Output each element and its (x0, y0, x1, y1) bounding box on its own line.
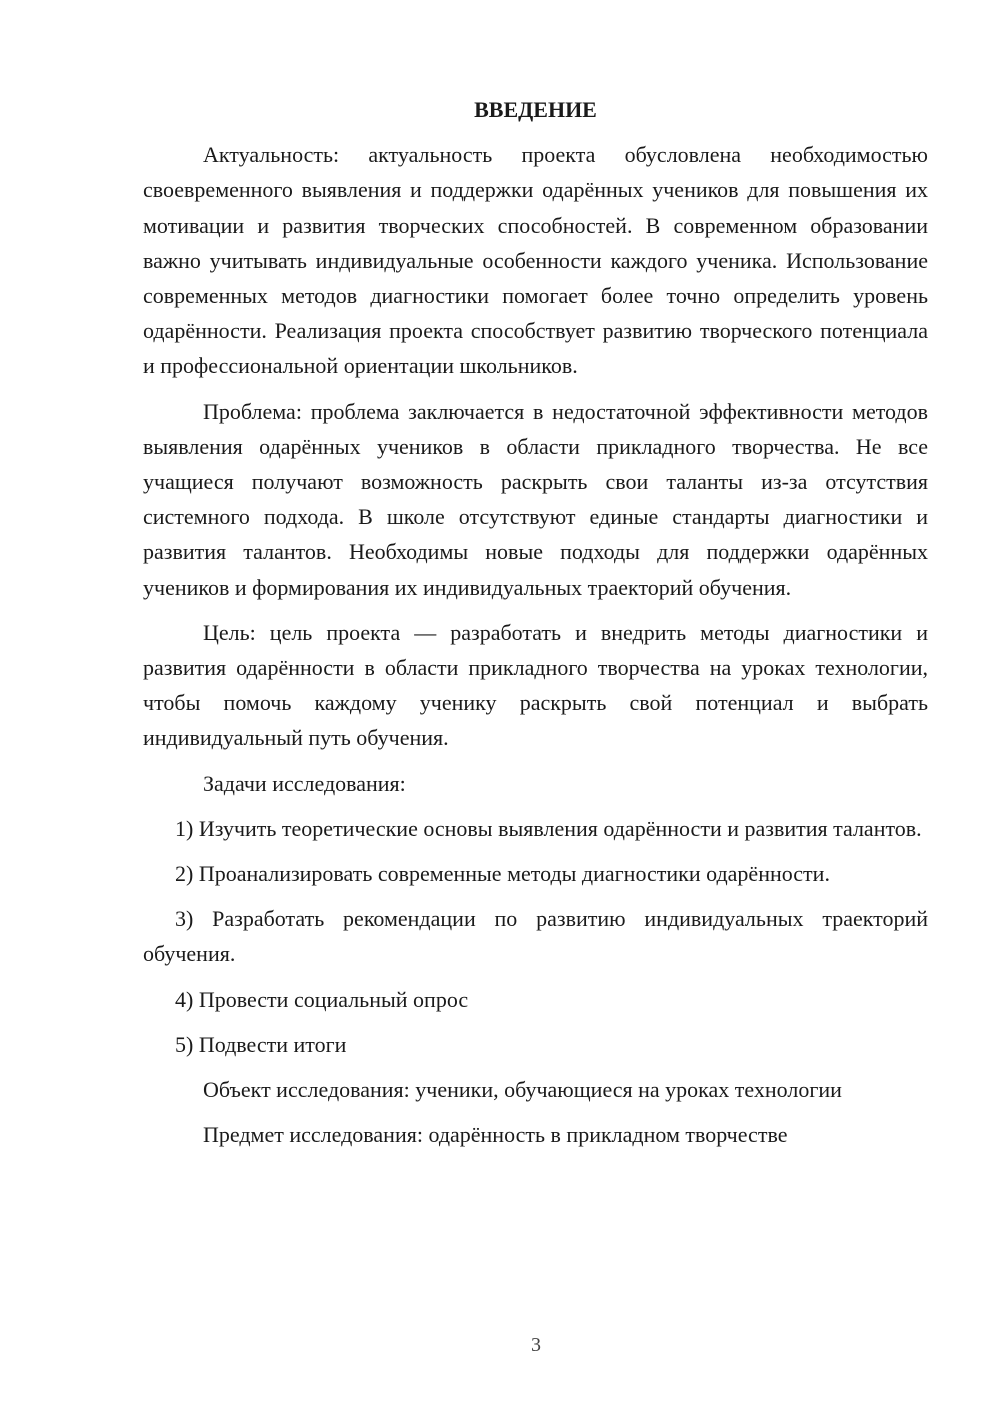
task-item-2: 2) Проанализировать современные методы диагностики одарённости. (175, 861, 830, 887)
document-page (143, 92, 928, 1162)
task-item-3: 3) Разработать рекомендации по развитию индивидуальных траекторий обучения. (143, 906, 928, 967)
relevance-paragraph: Актуальность: актуальность проекта обусловлена необходимостью своевременного выявления и поддержки одарённых учеников для повышения их мотивации и развития творческих способностей. В современном образовании важно учитывать индивидуальные особенности каждого ученика. Использование современных методов диагностики помогает более точно определить уровень одарённости. Реализация проекта способствует развитию творческого потенциала и профессиональной ориентации школьников. (143, 142, 928, 379)
problem-paragraph: Проблема: проблема заключается в недостаточной эффективности методов выявления одарённых учеников в области прикладного творчества. Не все учащиеся получают возможность раскрыть свои таланты из-за отсутствия системного подхода. В школе отсутствуют единые стандарты диагностики и развития талантов. Необходимы новые подходы для поддержки одарённых учеников и формирования их индивидуальных траекторий обучения. (143, 398, 928, 600)
section-heading: ВВЕДЕНИЕ (474, 97, 597, 122)
research-subject: Предмет исследования: одарённость в прикладном творчестве (203, 1122, 788, 1148)
goal-paragraph: Цель: цель проекта — разработать и внедрить методы диагностики и развития одарённости в области прикладного творчества на уроках технологии, чтобы помочь каждому ученику раскрыть свой потенциал и выбрать индивидуальный путь обучения. (143, 619, 928, 751)
research-object: Объект исследования: ученики, обучающиеся на уроках технологии (203, 1077, 842, 1103)
task-item-4: 4) Провести социальный опрос (175, 986, 469, 1012)
task-item-5: 5) Подвести итоги (175, 1031, 347, 1057)
tasks-heading: Задачи исследования: (203, 770, 406, 796)
page-number: 3 (531, 1334, 541, 1356)
task-item-1: 1) Изучить теоретические основы выявления одарённости и развития талантов. (175, 815, 922, 841)
